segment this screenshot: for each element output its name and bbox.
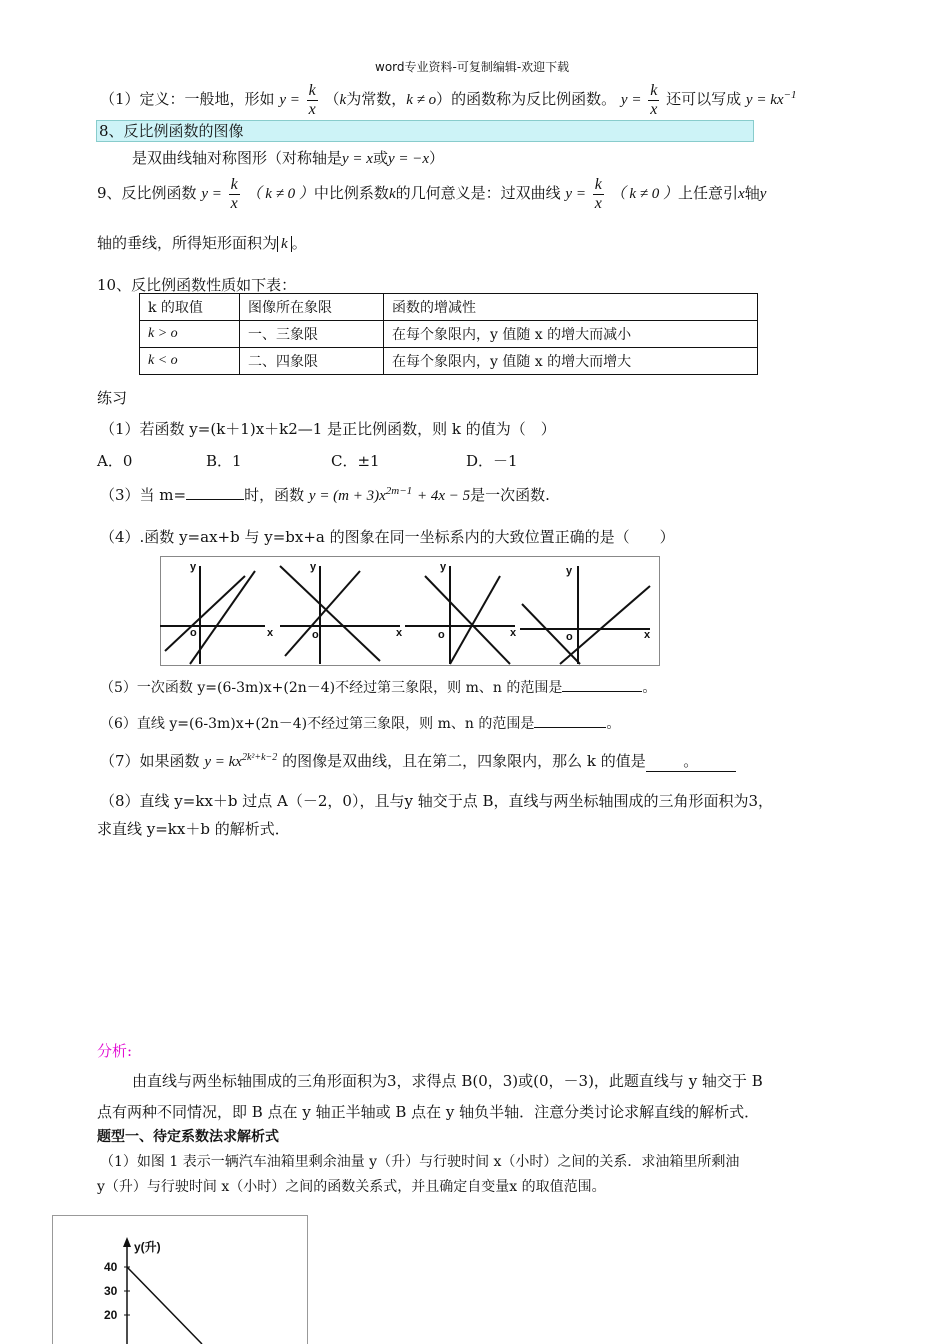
graph-a-x-label: x — [267, 627, 274, 639]
question-6: （6）直线 y=(6-3m)x+(2n－4)不经过第三象限，则 m、n 的范围是 。 — [100, 716, 621, 732]
q1-option-a: A．0 — [97, 452, 133, 470]
question-4: （4）.函数 y=ax+b 与 y=bx+a 的图象在同一坐标系内的大致位置正确的是（ ） — [100, 528, 675, 546]
q4-graph-options — [160, 556, 660, 666]
analysis-title: 分析: — [97, 1042, 133, 1060]
question-8-line-1: （8）直线 y=kx＋b 过点 A（－2，0），且与y 轴交于点 B，直线与两坐标轴围成的三角形面积为3， — [100, 792, 774, 810]
properties-table — [139, 293, 758, 375]
graph-b-line-1 — [280, 566, 380, 661]
graph-c-line-1 — [425, 576, 510, 664]
definition-line: （1）定义：一般地，形如 y = $\frac{k}{x}$ （k为常数，k ≠ o）的函数称为反比例函数。 y = $\frac{k}{x}$ 还可以写成 $y = kx^{-1}$ — [100, 81, 797, 118]
section-9-line-1: 9、反比例函数 y = $\frac{k}{x}$ （ k ≠ 0 ）中比例系数k的几何意义是：过双曲线 y = $\frac{k}{x}$ （ k ≠ 0 ）上任意引x轴y — [97, 175, 767, 212]
graph-b-line-2 — [285, 571, 360, 656]
fig1-y-arrow — [123, 1237, 131, 1247]
q1-option-b: B．1 — [206, 452, 242, 470]
fig1-tick-20: 20 — [104, 1308, 118, 1322]
section-10-title: 10、反比例函数性质如下表： — [97, 276, 297, 294]
graph-a-line-2 — [165, 576, 245, 651]
q1-option-c: C．±1 — [331, 452, 380, 470]
fraction-k-over-x: $\frac{k}{x}$ — [308, 81, 316, 118]
type1-title: 题型一、待定系数法求解析式 — [97, 1129, 279, 1145]
table-header-row: k 的取值 图像所在象限 函数的增减性 — [140, 294, 758, 321]
graph-c-y-label: y — [440, 561, 447, 573]
graph-b-origin: o — [312, 629, 319, 641]
def-eq-1: y = — [279, 92, 300, 108]
question-3: （3）当 m= 时，函数 $y = (m + 3)x^{2m-1} + 4x - 5$是一次函数. — [100, 485, 550, 504]
analysis-line-1: 由直线与两坐标轴围成的三角形面积为3，求得点 B(0，3)或(0，－3)，此题直线与 y 轴交于 B — [132, 1072, 763, 1090]
graph-d-x-label: x — [644, 629, 651, 641]
graph-a-origin: o — [190, 627, 197, 639]
graph-c-line-2 — [450, 576, 500, 664]
graph-a-y-label: y — [190, 561, 197, 573]
analysis-line-2: 点有两种不同情况，即 B 点在 y 轴正半轴或 B 点在 y 轴负半轴．注意分类讨论求解直线的解析式． — [97, 1103, 760, 1121]
graph-d-origin: o — [566, 631, 573, 643]
fraction-k-over-x-4: $\frac{k}{x}$ — [594, 175, 602, 212]
q1-option-d: D．－1 — [466, 452, 518, 470]
fraction-k-over-x-3: $\frac{k}{x}$ — [230, 175, 238, 212]
section-9-line-2: 轴的垂线，所得矩形面积为 k 。 — [97, 234, 307, 252]
figure-1-chart — [52, 1215, 308, 1344]
graph-b-x-label: x — [396, 627, 403, 639]
page-header: word专业资料-可复制编辑-欢迎下载 — [375, 60, 570, 74]
fig1-tick-40: 40 — [104, 1260, 118, 1274]
section-8-text: 是双曲线轴对称图形（对称轴是y = x或y = −x） — [132, 149, 445, 167]
graph-c-x-label: x — [510, 627, 517, 639]
section-8-title: 8、反比例函数的图像 — [96, 120, 754, 142]
fig1-data-line — [127, 1267, 202, 1344]
practice-title: 练习 — [97, 389, 128, 407]
fig1-y-label: y(升) — [134, 1240, 161, 1254]
question-7: （7）如果函数 $y = kx^{2k^2+k-2}$ 的图像是双曲线，且在第二，四象限内，那么 k 的值是 。 — [100, 750, 736, 772]
type1-line-2: y（升）与行驶时间 x（小时）之间的函数关系式，并且确定自变量x 的取值范围。 — [97, 1179, 606, 1195]
graph-b-y-label: y — [310, 561, 317, 573]
question-1: （1）若函数 y=(k＋1)x＋k2—1 是正比例函数，则 k 的值为（ ） — [100, 420, 556, 438]
graph-c-origin: o — [438, 629, 445, 641]
fraction-k-over-x-2: $\frac{k}{x}$ — [650, 81, 658, 118]
def-text-1: （1）定义：一般地，形如 — [100, 90, 275, 108]
graph-d-y-label: y — [566, 565, 573, 577]
table-row: k > o 一、三象限 在每个象限内，y 值随 x 的增大而减小 — [140, 321, 758, 348]
fig1-tick-30: 30 — [104, 1284, 118, 1298]
question-8-line-2: 求直线 y=kx＋b 的解析式． — [97, 820, 290, 838]
table-row: k < o 二、四象限 在每个象限内，y 值随 x 的增大而增大 — [140, 348, 758, 375]
type1-line-1: （1）如图 1 表示一辆汽车油箱里剩余油量 y（升）与行驶时间 x（小时）之间的关系．求油箱里所剩油 — [100, 1154, 740, 1170]
graph-d-line-2 — [560, 586, 650, 664]
question-5: （5）一次函数 y=(6-3m)x+(2n－4)不经过第三象限，则 m、n 的范围是 。 — [100, 680, 657, 696]
